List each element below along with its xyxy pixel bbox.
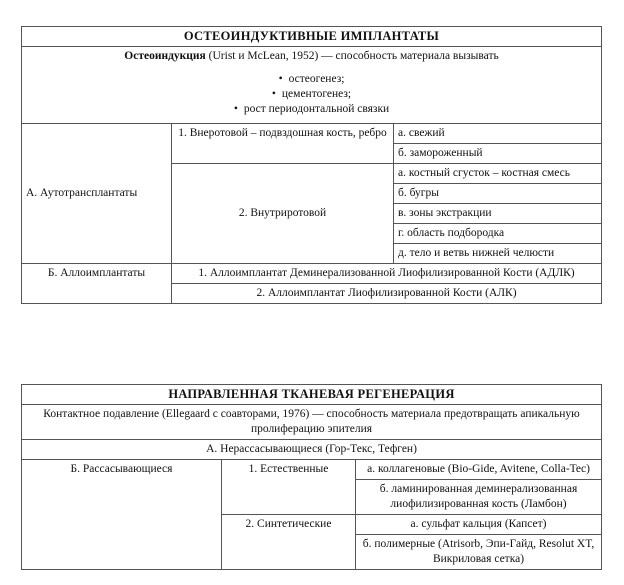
list-item: а. свежий [394, 124, 602, 144]
bullet-item: • цементогенез; [26, 87, 597, 102]
table1-title: ОСТЕОИНДУКТИВНЫЕ ИМПЛАНТАТЫ [22, 27, 602, 47]
allo-item: 1. Аллоимплантат Деминерализованной Лиофилизированной Кости (АДЛК) [172, 264, 602, 284]
table2-title: НАПРАВЛЕННАЯ ТКАНЕВАЯ РЕГЕНЕРАЦИЯ [22, 385, 602, 405]
synthetic-label: 2. Синтетические [222, 515, 356, 570]
definition-term: Остеоиндукция [124, 50, 206, 62]
list-item: д. тело и ветвь нижней челюсти [394, 244, 602, 264]
intraoral-label: 2. Внутриротовой [172, 164, 394, 264]
bullet-item: • остеогенез; [26, 72, 597, 87]
list-item: б. бугры [394, 184, 602, 204]
natural-label: 1. Естественные [222, 460, 356, 515]
list-item: а. коллагеновые (Bio-Gide, Avitene, Colla-Tec) [356, 460, 602, 480]
list-item: а. костный сгусток – костная смесь [394, 164, 602, 184]
table2-definition: Контактное подавление (Ellegaard с соавторами, 1976) — способность материала предотвращать апикальную пролиферацию эпителия [22, 405, 602, 440]
guided-tissue-regeneration-table [21, 384, 602, 570]
definition-text: (Urist и McLean, 1952) — способность материала вызывать [205, 50, 499, 62]
nonresorbable-label: А. Нерассасывающиеся (Гор-Текс, Тефген) [22, 440, 602, 460]
autotransplants-label: А. Аутотрансплантаты [22, 124, 172, 264]
list-item: б. ламинированная деминерализованная лиофилизированная кость (Ламбон) [356, 480, 602, 515]
resorbable-label: Б. Рассасывающиеся [22, 460, 222, 570]
extraoral-label: 1. Внеротовой – подвздошная кость, ребро [172, 124, 394, 164]
bullet-list [26, 72, 597, 117]
allo-label: Б. Аллоимплантаты [22, 264, 172, 304]
osteoinductive-implants-table [21, 26, 602, 304]
bullet-item: • рост периодонтальной связки [26, 102, 597, 117]
table1-definition-cell [22, 47, 602, 124]
list-item: в. зоны экстракции [394, 204, 602, 224]
list-item: б. полимерные (Atrisorb, Эпи-Гайд, Resolut XT, Викриловая сетка) [356, 535, 602, 570]
list-item: а. сульфат кальция (Капсет) [356, 515, 602, 535]
list-item: б. замороженный [394, 144, 602, 164]
allo-item: 2. Аллоимплантат Лиофилизированной Кости (АЛК) [172, 284, 602, 304]
list-item: г. область подбородка [394, 224, 602, 244]
